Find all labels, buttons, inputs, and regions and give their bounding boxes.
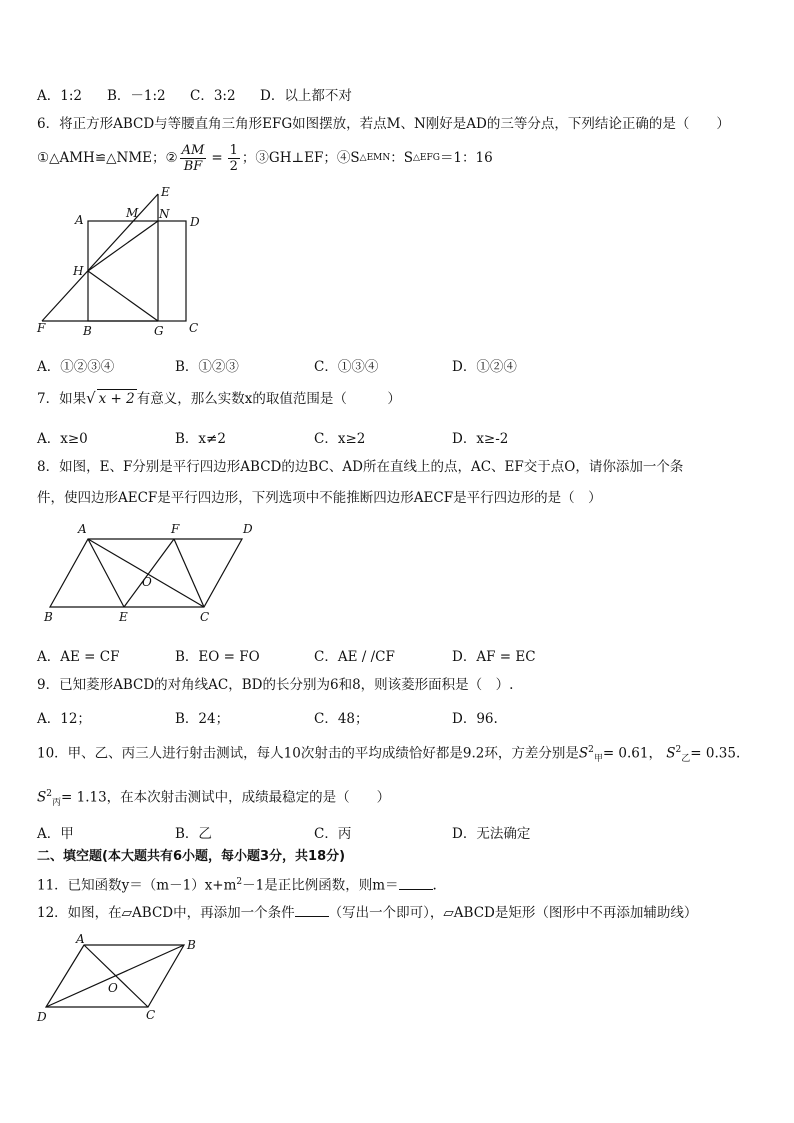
q7-option-c: C．x≥2 bbox=[314, 431, 366, 447]
q6-label-b: B bbox=[83, 324, 92, 338]
q8-label-b: B bbox=[44, 610, 53, 624]
q12-diagonal-bd bbox=[46, 945, 184, 1007]
q10-yi-sub: 乙 bbox=[681, 754, 691, 765]
q6-label-e: E bbox=[161, 185, 170, 199]
q7-option-a: A．x≥0 bbox=[37, 431, 88, 447]
q10-line2-post: = 1.13，在本次射击测试中，成绩最稳定的是（ ） bbox=[61, 789, 391, 806]
q6-half-den: 2 bbox=[229, 158, 238, 174]
q12-pre: 12．如图，在▱ABCD中，再添加一个条件 bbox=[37, 905, 295, 921]
q12-label-c: C bbox=[146, 1008, 156, 1022]
q6-option-a: A．①②③④ bbox=[37, 359, 115, 375]
q10-bing-sub: 丙 bbox=[51, 798, 61, 809]
q10-option-c: C．丙 bbox=[314, 826, 352, 842]
q7-stem bbox=[37, 389, 401, 408]
q8-label-a: A bbox=[78, 522, 87, 536]
q6-label-g: G bbox=[154, 324, 164, 338]
q11-answer-blank[interactable] bbox=[399, 877, 433, 890]
q7-post: 有意义，那么实数x的取值范围是（ ） bbox=[136, 391, 401, 407]
q12-post: （写出一个即可），▱ABCD是矩形（图形中不再添加辅助线） bbox=[328, 905, 698, 921]
q11-sup: 2 bbox=[236, 877, 243, 887]
q6-label-n: N bbox=[159, 207, 170, 221]
q8-line-fe bbox=[124, 539, 174, 607]
q10-s-yi: S bbox=[666, 745, 676, 762]
q12-label-o: O bbox=[108, 981, 118, 995]
q9-option-b: B．24； bbox=[175, 711, 230, 727]
q5-option-b: B．－1:2 bbox=[107, 88, 166, 104]
q10-option-a: A．甲 bbox=[37, 826, 74, 842]
q10-option-d: D．无法确定 bbox=[452, 826, 531, 842]
q10-sq-jia: 2 bbox=[588, 745, 594, 755]
q9-option-c: C．48； bbox=[314, 711, 369, 727]
q5-option-a: A．1:2 bbox=[37, 88, 82, 104]
q10-jia-val: = 0.61， bbox=[602, 745, 662, 762]
q5-option-c: C．3:2 bbox=[190, 88, 236, 104]
q6-line-hg bbox=[88, 271, 158, 321]
q6-half-num: 1 bbox=[229, 142, 238, 158]
q9-stem: 9．已知菱形ABCD的对角线AC，BD的长分别为6和8，则该菱形面积是（ ）. bbox=[37, 677, 514, 693]
q10-yi-val: = 0.35. bbox=[690, 745, 741, 762]
q12-label-b: B bbox=[187, 938, 196, 952]
q6-tail: ＝1：16 bbox=[439, 150, 493, 166]
q8-line2: 件，使四边形AECF是平行四边形，下列选项中不能推断四边形AECF是平行四边形的是（ ） bbox=[37, 490, 602, 506]
q6-line-hn bbox=[88, 221, 158, 271]
q11-post: . bbox=[432, 877, 437, 894]
q10-s-jia: S bbox=[578, 745, 589, 762]
q6-colon: ：S bbox=[390, 150, 413, 166]
q10-sq-bing: 2 bbox=[46, 789, 52, 799]
q8-label-d: D bbox=[243, 522, 253, 536]
q10-line2 bbox=[37, 785, 390, 812]
q8-line-fc bbox=[174, 539, 204, 607]
q12-stem bbox=[37, 904, 697, 922]
q6-label-m: M bbox=[126, 206, 139, 220]
q12-label-a: A bbox=[76, 932, 85, 946]
q6-stem: 6．将正方形ABCD与等腰直角三角形EFG如图摆放，若点M、N刚好是AD的三等分点，下列结论正确的是（ ） bbox=[37, 116, 730, 132]
q8-option-a: A．AE = CF bbox=[37, 649, 120, 665]
q12-answer-blank[interactable] bbox=[295, 904, 329, 917]
q6-conclusions bbox=[37, 140, 493, 176]
q6-label-d: D bbox=[190, 215, 200, 229]
q6-frac-den: BF bbox=[183, 158, 203, 174]
q8-label-o: O bbox=[142, 575, 152, 589]
q8-figure bbox=[38, 516, 268, 628]
q11-pre: 11．已知函数y＝（m－1）x+m bbox=[37, 877, 237, 894]
q11-mid: －1是正比例函数，则m＝ bbox=[242, 877, 399, 894]
q8-option-c: C．AE / /CF bbox=[314, 649, 395, 665]
q7-option-b: B．x≠2 bbox=[175, 431, 226, 447]
q6-fraction-half bbox=[228, 143, 240, 174]
q6-label-f: F bbox=[37, 321, 46, 335]
q12-figure bbox=[34, 932, 209, 1024]
q8-line1: 8．如图，E、F分别是平行四边形ABCD的边BC、AD所在直线上的点，AC、EF交于点O，请你添加一个条 bbox=[37, 459, 684, 475]
q6-eq: = bbox=[211, 150, 223, 166]
q10-option-b: B．乙 bbox=[175, 826, 212, 842]
q6-frac-num: AM bbox=[181, 142, 205, 158]
q6-label-a: A bbox=[75, 213, 84, 227]
q6-label-c: C bbox=[189, 321, 199, 335]
q11-stem bbox=[37, 873, 437, 895]
q10-sq-yi: 2 bbox=[675, 745, 682, 755]
sqrt-icon: √ bbox=[86, 389, 96, 407]
q6-option-c: C．①③④ bbox=[314, 359, 379, 375]
q6-sub1: △EMN bbox=[359, 153, 391, 163]
q6-option-b: B．①②③ bbox=[175, 359, 239, 375]
q6-fraction-am-bf bbox=[180, 143, 207, 174]
q6-c3: ；③GH⊥EF；④S bbox=[241, 150, 360, 166]
q8-label-e: E bbox=[119, 610, 128, 624]
q6-label-h: H bbox=[73, 264, 84, 278]
q6-figure bbox=[30, 180, 220, 340]
q10-line1-pre: 10．甲、乙、丙三人进行射击测试，每人10次射击的平均成绩恰好都是9.2环，方差分别是 bbox=[37, 745, 579, 762]
q7-radicand: x + 2 bbox=[98, 391, 135, 407]
q6-c1: ①△AMH≌△NME；② bbox=[37, 150, 178, 166]
q6-option-d: D．①②④ bbox=[452, 359, 517, 375]
q9-option-d: D．96. bbox=[452, 711, 498, 727]
q10-s-bing: S bbox=[37, 789, 47, 806]
q8-label-f: F bbox=[171, 522, 180, 536]
q6-line-fe bbox=[42, 194, 158, 321]
q7-pre: 7．如果 bbox=[37, 391, 87, 407]
q8-label-c: C bbox=[200, 610, 210, 624]
q6-sub2: △EFG bbox=[413, 153, 440, 163]
q9-option-a: A．12； bbox=[37, 711, 91, 727]
section-fill-in-heading: 二、填空题(本大题共有6小题，每小题3分，共18分) bbox=[37, 849, 346, 864]
q10-line1 bbox=[37, 741, 740, 768]
q5-option-d: D．以上都不对 bbox=[260, 88, 352, 104]
q8-option-d: D．AF = EC bbox=[452, 649, 536, 665]
q12-label-d: D bbox=[37, 1010, 47, 1024]
q10-jia-sub: 甲 bbox=[593, 754, 603, 765]
q8-option-b: B．EO = FO bbox=[175, 649, 260, 665]
q7-option-d: D．x≥-2 bbox=[452, 431, 509, 447]
